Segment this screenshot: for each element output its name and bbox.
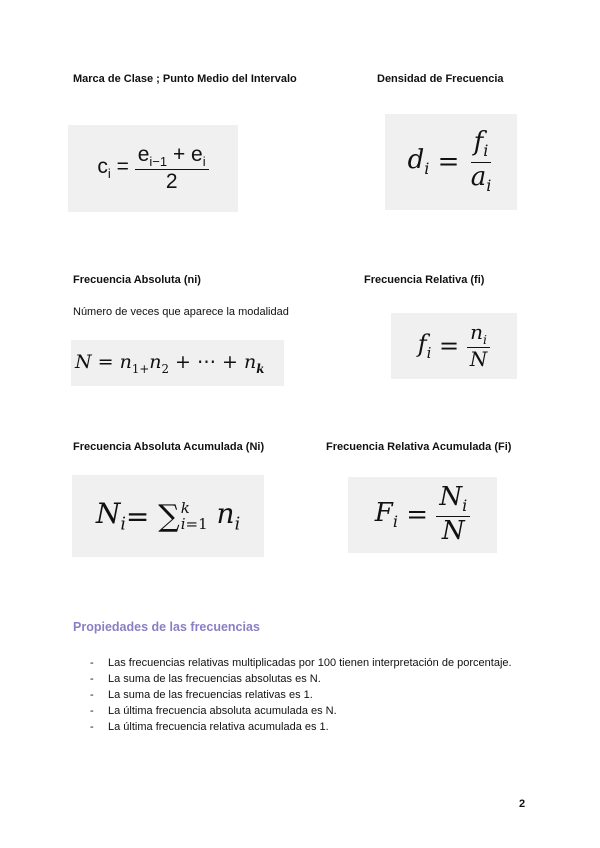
heading-frecuencia-relativa: Frecuencia Relativa (fi) [364,274,485,286]
properties-list [90,655,528,735]
formula-frecuencia-relativa: $f_i$ = $\frac{n_i}{N}$ [391,313,517,379]
list-item: - La suma de las frecuencias absolutas es N. [90,671,528,687]
formula-marca-de-clase: $c_i$ = $\frac{e_{i-1} + e_i}{2}$ [68,125,238,212]
heading-frecuencia-relativa-acumulada: Frecuencia Relativa Acumulada (Fi) [326,441,512,453]
heading-frecuencia-absoluta: Frecuencia Absoluta (ni) [73,274,201,286]
heading-marca-de-clase: Marca de Clase ; Punto Medio del Intervalo [73,73,297,85]
formula-densidad: $d_i$ = $\frac{f_i}{a_i}$ [385,114,517,210]
heading-densidad-de-frecuencia: Densidad de Frecuencia [377,73,504,85]
formula-frecuencia-relativa-acumulada: $F_i$ = $\frac{N_i}{N}$ [348,477,497,553]
list-item: - La suma de las frecuencias relativas es 1. [90,687,528,703]
list-item: - La última frecuencia relativa acumulada es 1. [90,719,528,735]
formula-frecuencia-absoluta: $N = n_{1+}n_2$ + ⋯ + $n_k$ [71,340,284,386]
heading-frecuencia-absoluta-acumulada: Frecuencia Absoluta Acumulada (Ni) [73,441,265,453]
properties-title: Propiedades de las frecuencias [73,620,260,634]
list-item: - Las frecuencias relativas multiplicadas por 100 tienen interpretación de porcentaje. [90,655,528,671]
formula-frecuencia-absoluta-acumulada: $N_i$ = ∑ k i=1 $n_i$ [72,475,264,557]
page-number: 2 [519,798,526,810]
list-item: - La última frecuencia absoluta acumulada es N. [90,703,528,719]
frecuencia-absoluta-description: Número de veces que aparece la modalidad [73,306,289,318]
